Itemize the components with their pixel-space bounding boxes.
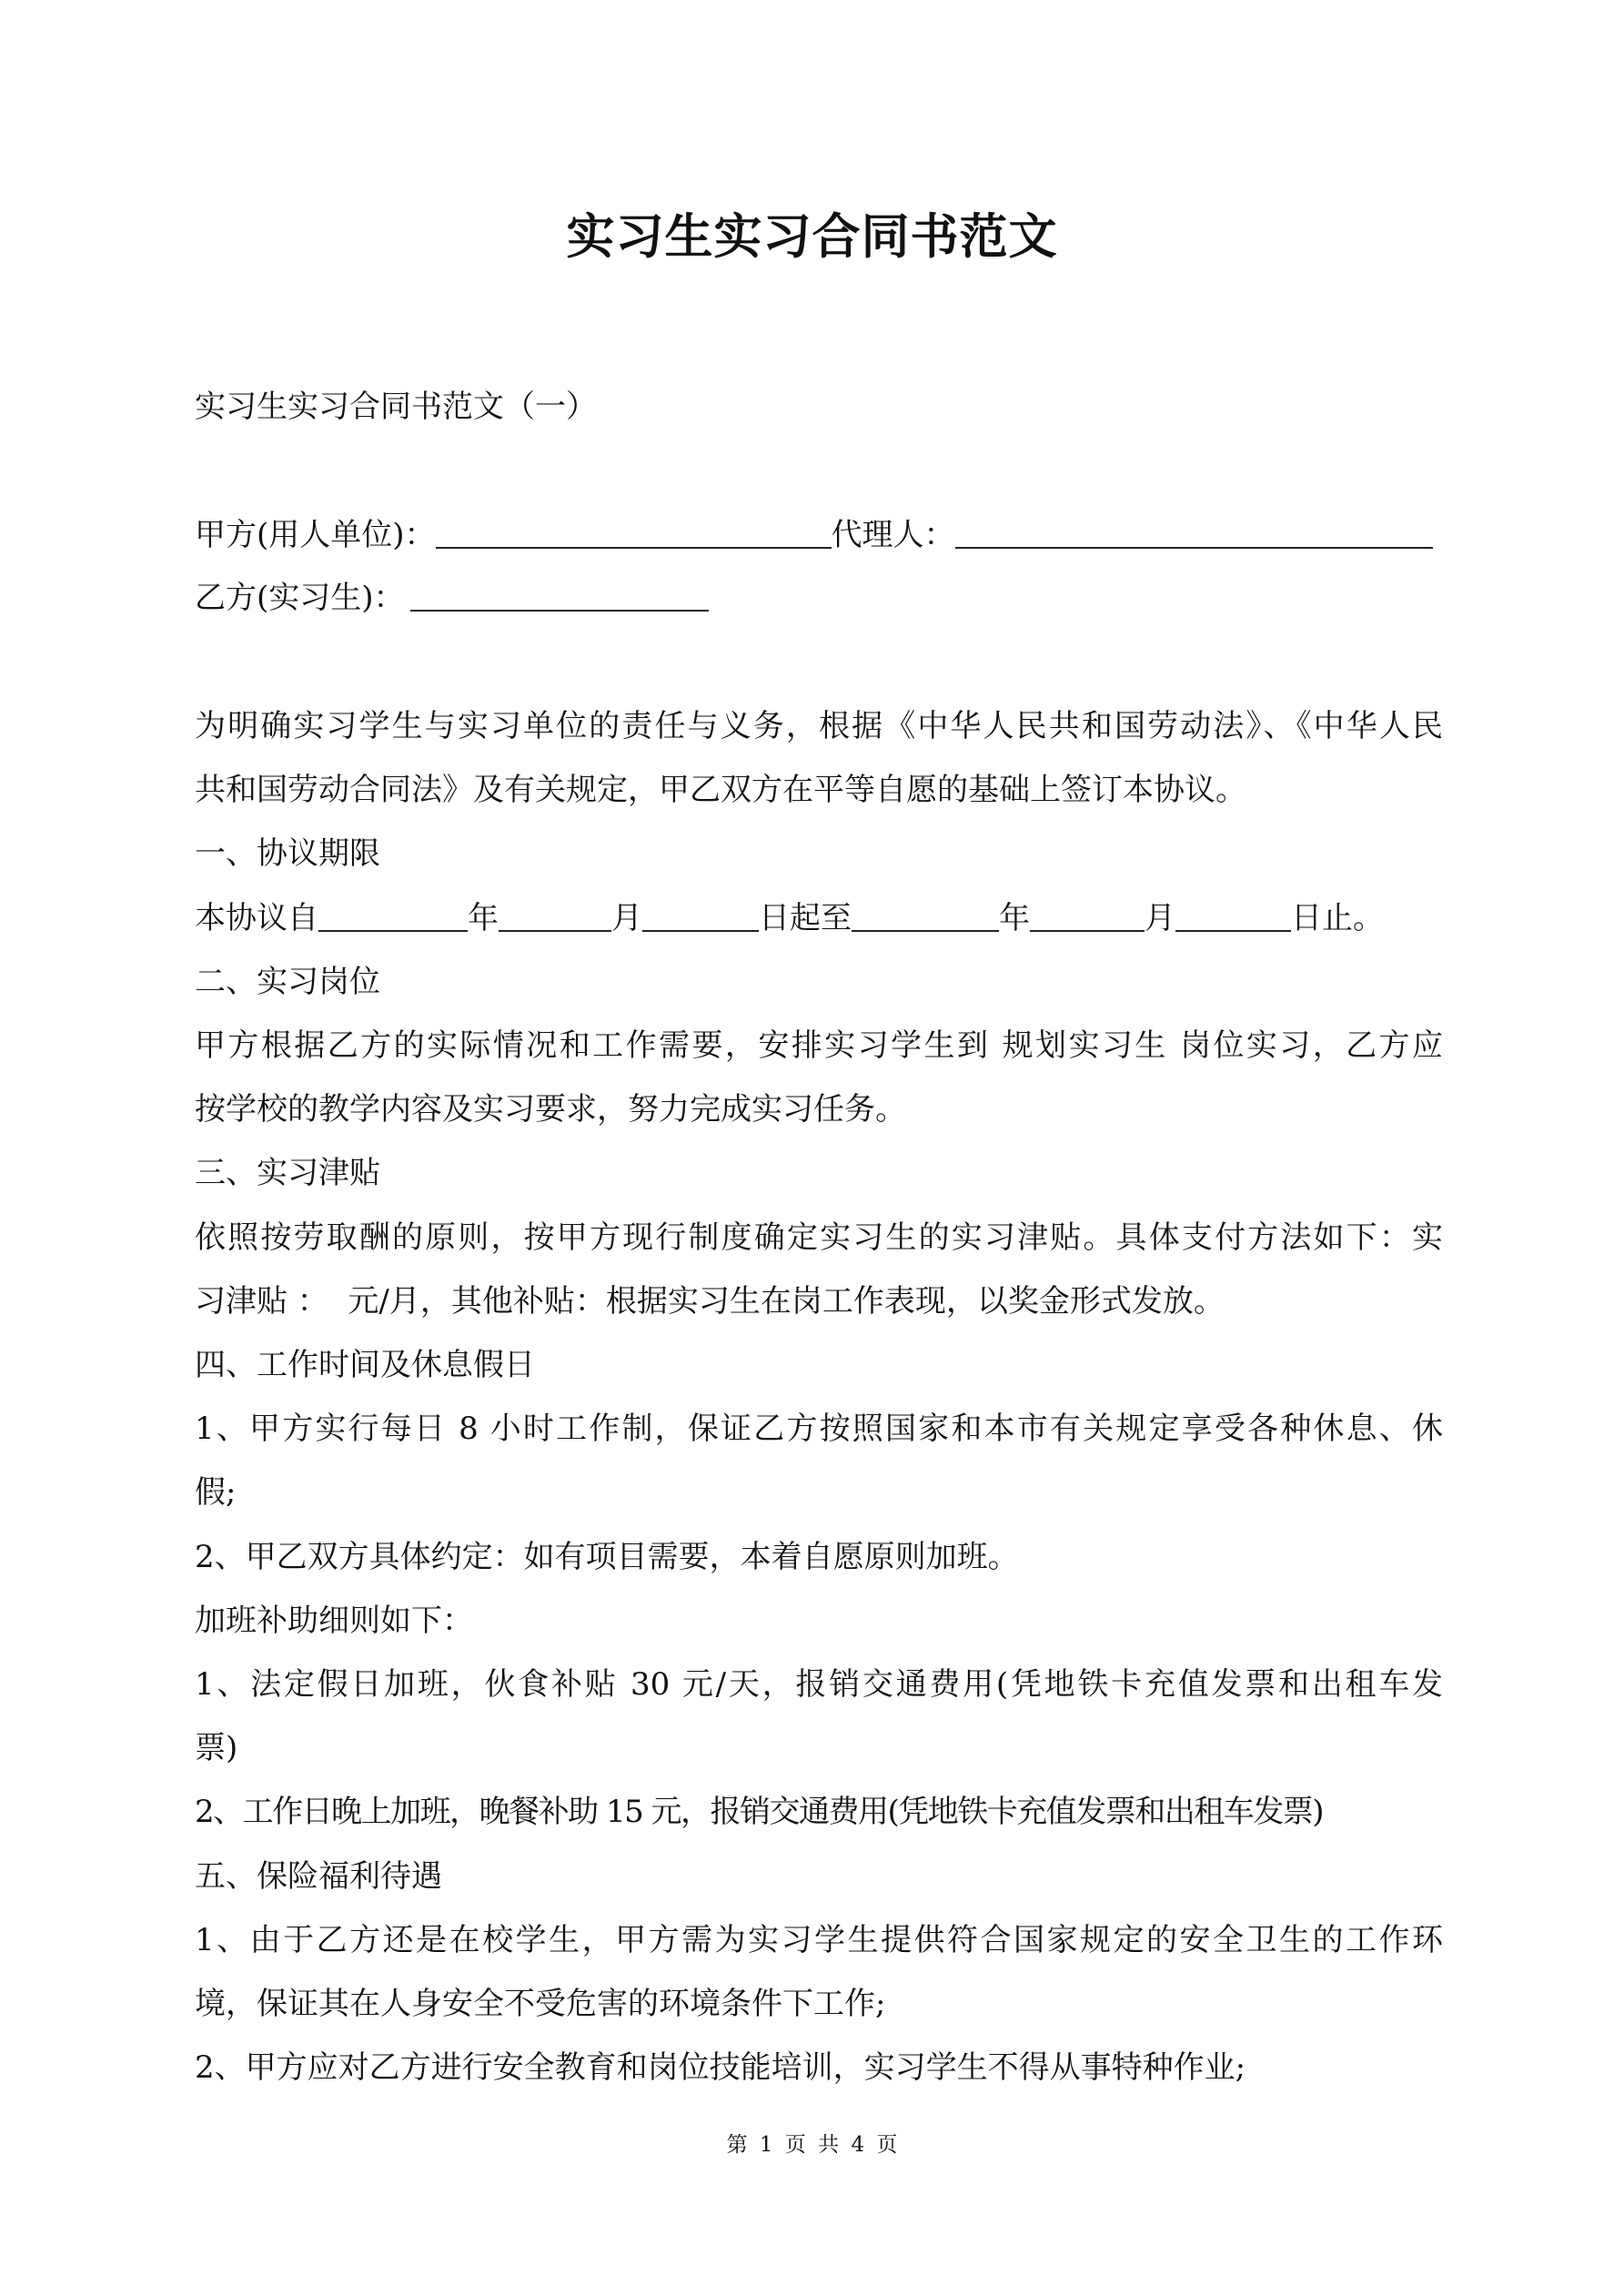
day-to-label: 日止。 [1291, 900, 1384, 936]
section-4-line-2: 假; [195, 1474, 237, 1511]
term-line [195, 886, 1443, 950]
year-label: 年 [468, 900, 499, 936]
end-month-blank[interactable] [1030, 903, 1145, 932]
year-label-2: 年 [999, 900, 1030, 936]
section-4-line-6: 票) [195, 1730, 238, 1766]
agent-label: 代理人： [831, 517, 955, 553]
section-4-line-4: 加班补助细则如下： [195, 1603, 473, 1639]
month-label-2: 月 [1145, 900, 1175, 936]
party-a-line [195, 503, 1443, 567]
section-4-title: 四、工作时间及休息假日 [195, 1347, 535, 1383]
document-title: 实习生实习合同书范文 [566, 208, 1058, 265]
party-a-label: 甲方(用人单位)： [195, 517, 436, 553]
intro-line-2: 共和国劳动合同法》及有关规定，甲乙双方在平等自愿的基础上签订本协议。 [195, 772, 1246, 808]
section-3-line-2: 习津贴 ： 元/月，其他补贴：根据实习生在岗工作表现，以奖金形式发放。 [195, 1283, 1225, 1320]
page-number-footer: 第 1 页 共 4 页 [726, 2133, 898, 2157]
day-from-label: 日起至 [759, 900, 852, 936]
section-5-title: 五、保险福利待遇 [195, 1858, 442, 1895]
start-year-blank[interactable] [318, 903, 468, 932]
section-5-line-3: 2、甲方应对乙方进行安全教育和岗位技能培训，实习学生不得从事特种作业; [195, 2049, 1246, 2086]
section-2-title: 二、实习岗位 [195, 964, 380, 1000]
section-3-title: 三、实习津贴 [195, 1155, 380, 1191]
end-day-blank[interactable] [1175, 903, 1291, 932]
section-5-line-1: 1、由于乙方还是在校学生，甲方需为实习学生提供符合国家规定的安全卫生的工作环 [195, 1922, 1443, 1958]
intro-line-1: 为明确实习学生与实习单位的责任与义务，根据《中华人民共和国劳动法》、《中华人民 [195, 708, 1443, 744]
month-label: 月 [611, 900, 642, 936]
section-1-title: 一、协议期限 [195, 835, 380, 872]
section-heading: 实习生实习合同书范文（一） [195, 389, 597, 425]
agent-blank[interactable] [955, 520, 1433, 549]
section-4-line-7: 2、工作日晚上加班，晚餐补助 15 元，报销交通费用(凭地铁卡充值发票和出租车发票) [195, 1794, 1324, 1830]
section-2-line-1: 甲方根据乙方的实际情况和工作需要，安排实习学生到 规划实习生 岗位实习，乙方应 [195, 1027, 1443, 1064]
section-5-line-2: 境，保证其在人身安全不受危害的环境条件下工作; [195, 1986, 886, 2022]
party-a-blank[interactable] [436, 520, 832, 549]
section-4-line-1: 1、甲方实行每日 8 小时工作制，保证乙方按照国家和本市有关规定享受各种休息、休 [195, 1411, 1443, 1447]
section-4-line-3: 2、甲乙双方具体约定：如有项目需要，本着自愿原则加班。 [195, 1539, 1019, 1575]
section-3-line-1: 依照按劳取酬的原则，按甲方现行制度确定实习生的实习津贴。具体支付方法如下：实 [195, 1219, 1443, 1256]
party-b-label: 乙方(实习生)： [195, 580, 405, 616]
section-2-line-2: 按学校的教学内容及实习要求，努力完成实习任务。 [195, 1091, 906, 1128]
start-month-blank[interactable] [499, 903, 611, 932]
section-4-line-5: 1、法定假日加班，伙食补贴 30 元/天，报销交通费用(凭地铁卡充值发票和出租车发 [195, 1666, 1443, 1703]
start-day-blank[interactable] [642, 903, 759, 932]
party-b-blank[interactable] [410, 582, 709, 612]
party-b-line [195, 566, 1443, 630]
end-year-blank[interactable] [852, 903, 999, 932]
term-prefix: 本协议自 [195, 900, 318, 936]
